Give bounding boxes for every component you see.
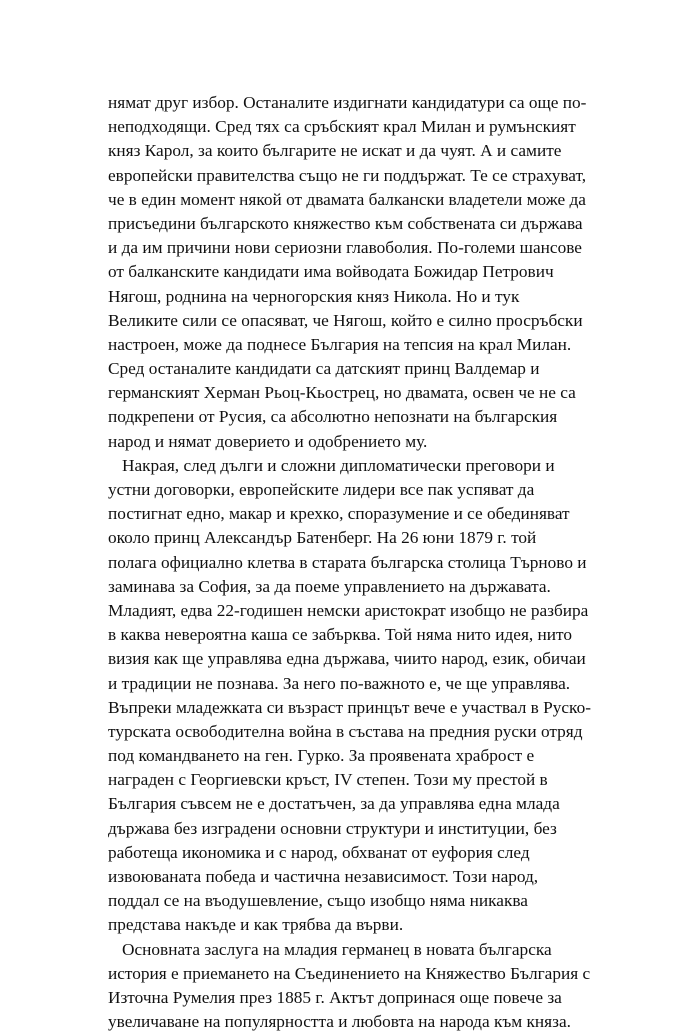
text-line: Източна Румелия през 1885 г. Актът допринася още повече за xyxy=(108,987,562,1007)
text-line: че в един момент някой от двамата балкански владетели може да xyxy=(108,189,586,209)
text-line: турската освободителна война в състава на предния руски отряд xyxy=(108,721,583,741)
text-line: и традиции не познава. За него по-важното е, че ще управлява. xyxy=(108,673,571,693)
text-line: устни договорки, европейските лидери все пак успяват да xyxy=(108,480,535,499)
body-text xyxy=(108,91,628,1034)
text-line: неподходящи. Сред тях са сръбският крал Милан и румънският xyxy=(108,117,576,137)
text-line: и да им причини нови сериозни главоболия. По-големи шансове xyxy=(108,238,582,258)
text-line: европейски правителства също не ги поддържат. Те се страхуват, xyxy=(108,165,587,185)
text-line: под командването на ген. Гурко. За проявената храброст е xyxy=(108,746,535,766)
text-line: визия как ще управлява една държава, чиито народ, език, обичаи xyxy=(108,649,586,669)
text-line: поддал се на въодушевление, също изобщо няма никаква xyxy=(108,891,528,911)
text-line: Младият, едва 22-годишен немски аристократ изобщо не разбира xyxy=(108,600,589,620)
text-line: подкрепени от Русия, са абсолютно непознати на българския xyxy=(108,407,558,427)
text-line: представа накъде и как трябва да върви. xyxy=(108,915,404,935)
text-line: настроен, може да поднесе България на тепсия на крал Милан. xyxy=(108,334,572,354)
text-line: история е приемането на Съединението на Княжество България с xyxy=(108,963,591,983)
text-line: постигнат едно, макар и крехко, споразумение и се обединяват xyxy=(108,504,570,524)
text-line: около принц Александър Батенберг. На 26 юни 1879 г. той xyxy=(108,528,537,548)
text-line: държава без изградени основни структури и институции, без xyxy=(108,818,557,838)
text-line: Основната заслуга на младия германец в новата българска xyxy=(122,939,552,959)
text-line: България съвсем не е достатъчен, за да управлява една млада xyxy=(108,794,560,814)
text-line: германският Херман Рьоц-Кьострец, но двамата, освен че не са xyxy=(108,383,576,403)
text-line: увеличаване на популярността и любовта на народа към княза. xyxy=(108,1012,571,1032)
text-line: Накрая, след дълги и сложни дипломатически преговори и xyxy=(122,455,555,475)
text-line: в каква невероятна каша се забърква. Той няма нито идея, нито xyxy=(108,625,573,645)
text-line: Нягош, роднина на черногорския княз Никола. Но и тук xyxy=(108,286,520,306)
text-line: народ и нямат доверието и одобрението му. xyxy=(108,431,428,451)
text-line: заминава за София, за да поеме управлението на държавата. xyxy=(108,576,551,596)
text-line: работеща икономика и с народ, обхванат от еуфория след xyxy=(108,842,530,862)
text-line: Въпреки младежката си възраст принцът вече е участвал в Руско- xyxy=(108,697,591,717)
text-line: награден с Георгиевски кръст, IV степен. Този му престой в xyxy=(108,770,548,790)
paragraph xyxy=(108,454,628,938)
text-line: полага официално клетва в старата българска столица Търново и xyxy=(108,552,587,572)
text-line: нямат друг избор. Останалите издигнати кандидатури са още по- xyxy=(108,93,587,112)
text-line: присъедини българското княжество към собствената си държава xyxy=(108,213,583,233)
paragraph xyxy=(108,91,628,454)
text-line: Сред останалите кандидати са датският принц Валдемар и xyxy=(108,359,540,379)
text-line: Великите сили се опасяват, че Нягош, който е силно просръбски xyxy=(108,310,583,330)
paragraph xyxy=(108,938,628,1034)
text-line: извоюваната победа и частична независимост. Този народ, xyxy=(108,867,539,886)
text-line: княз Карол, за които българите не искат и да чуят. А и самите xyxy=(108,141,562,161)
text-line: от балканските кандидати има войводата Божидар Петрович xyxy=(108,262,554,282)
